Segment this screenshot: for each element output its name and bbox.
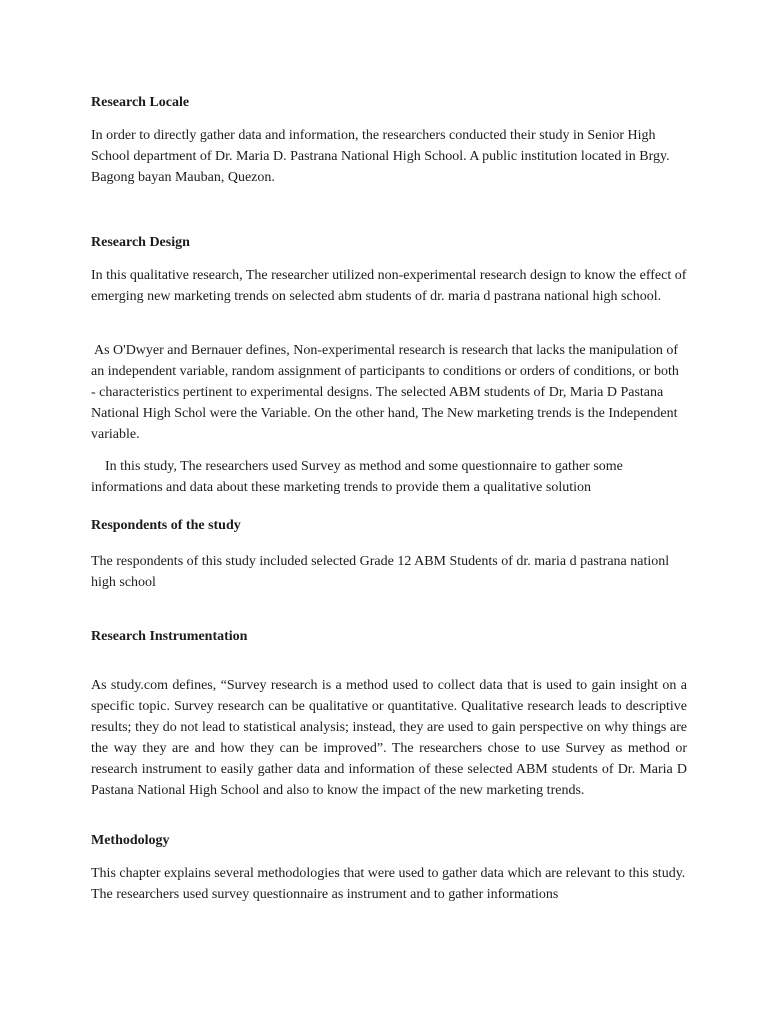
heading-methodology: Methodology [91,833,170,848]
methodology-paragraph: This chapter explains several methodologies that were used to gather data which are relevant to this study. The researchers used survey questionnaire as instrument and to gather informations [91,866,686,902]
design-paragraph-3: In this study, The researchers used Survey as method and some questionnaire to gather some informations and data about these marketing trends to provide them a qualitative solution [91,459,623,495]
locale-paragraph: In order to directly gather data and information, the researchers conducted their study in Senior High School department of Dr. Maria D. Pastrana National High School. A public institution located in Brgy. Bagong bayan Mauban, Quezon. [91,128,670,185]
design-paragraph-1: In this qualitative research, The researcher utilized non-experimental research design to know the effect of emerging new marketing trends on selected abm students of dr. maria d pastrana national high school. [91,268,687,304]
section-research-locale [91,93,687,113]
heading-research-locale: Research Locale [91,95,190,110]
paragraph-respondents [91,551,687,593]
heading-respondents: Respondents of the study [91,518,241,533]
section-methodology [91,831,687,851]
paragraph-design-1 [91,265,687,307]
respondents-line-1: The respondents of this study included selected Grade 12 ABM Students of dr. maria d pastrana nationl [91,554,670,569]
paragraph-instrumentation [91,675,687,801]
section-research-design [91,233,687,253]
instrumentation-paragraph: As study.com defines, “Survey research is a method used to collect data that is used to gain insight on a specific topic. Survey research can be qualitative or quantitative. Qualitative research leads to descriptive results; they do not lead to statistical analysis; instead, they are used to gain perspective on why things are the way they are and how they can be improved”. The researchers chose to use Survey as method or research instrument to easily gather data and information of these selected ABM students of Dr. Maria D Pastana National High School and also to know the impact of the new marketing trends. [91,678,687,798]
respondents-line-2: high school [91,575,156,590]
paragraph-methodology [91,863,687,905]
section-respondents [91,516,687,536]
section-instrumentation [91,627,687,647]
heading-research-design: Research Design [91,235,190,250]
paragraph-design-2 [91,340,687,445]
heading-instrumentation: Research Instrumentation [91,629,248,644]
design-paragraph-2: As O'Dwyer and Bernauer defines, Non-experimental research is research that lacks the manipulation of an independent variable, random assignment of participants to conditions or orders of conditions, or both - characteristics pertinent to experimental designs. The selected ABM students of Dr, Maria D Pastana National High Schol were the Variable. On the other hand, The New marketing trends is the Independent variable. [91,343,679,442]
paragraph-research-locale [91,125,687,188]
paragraph-design-3 [91,456,687,498]
